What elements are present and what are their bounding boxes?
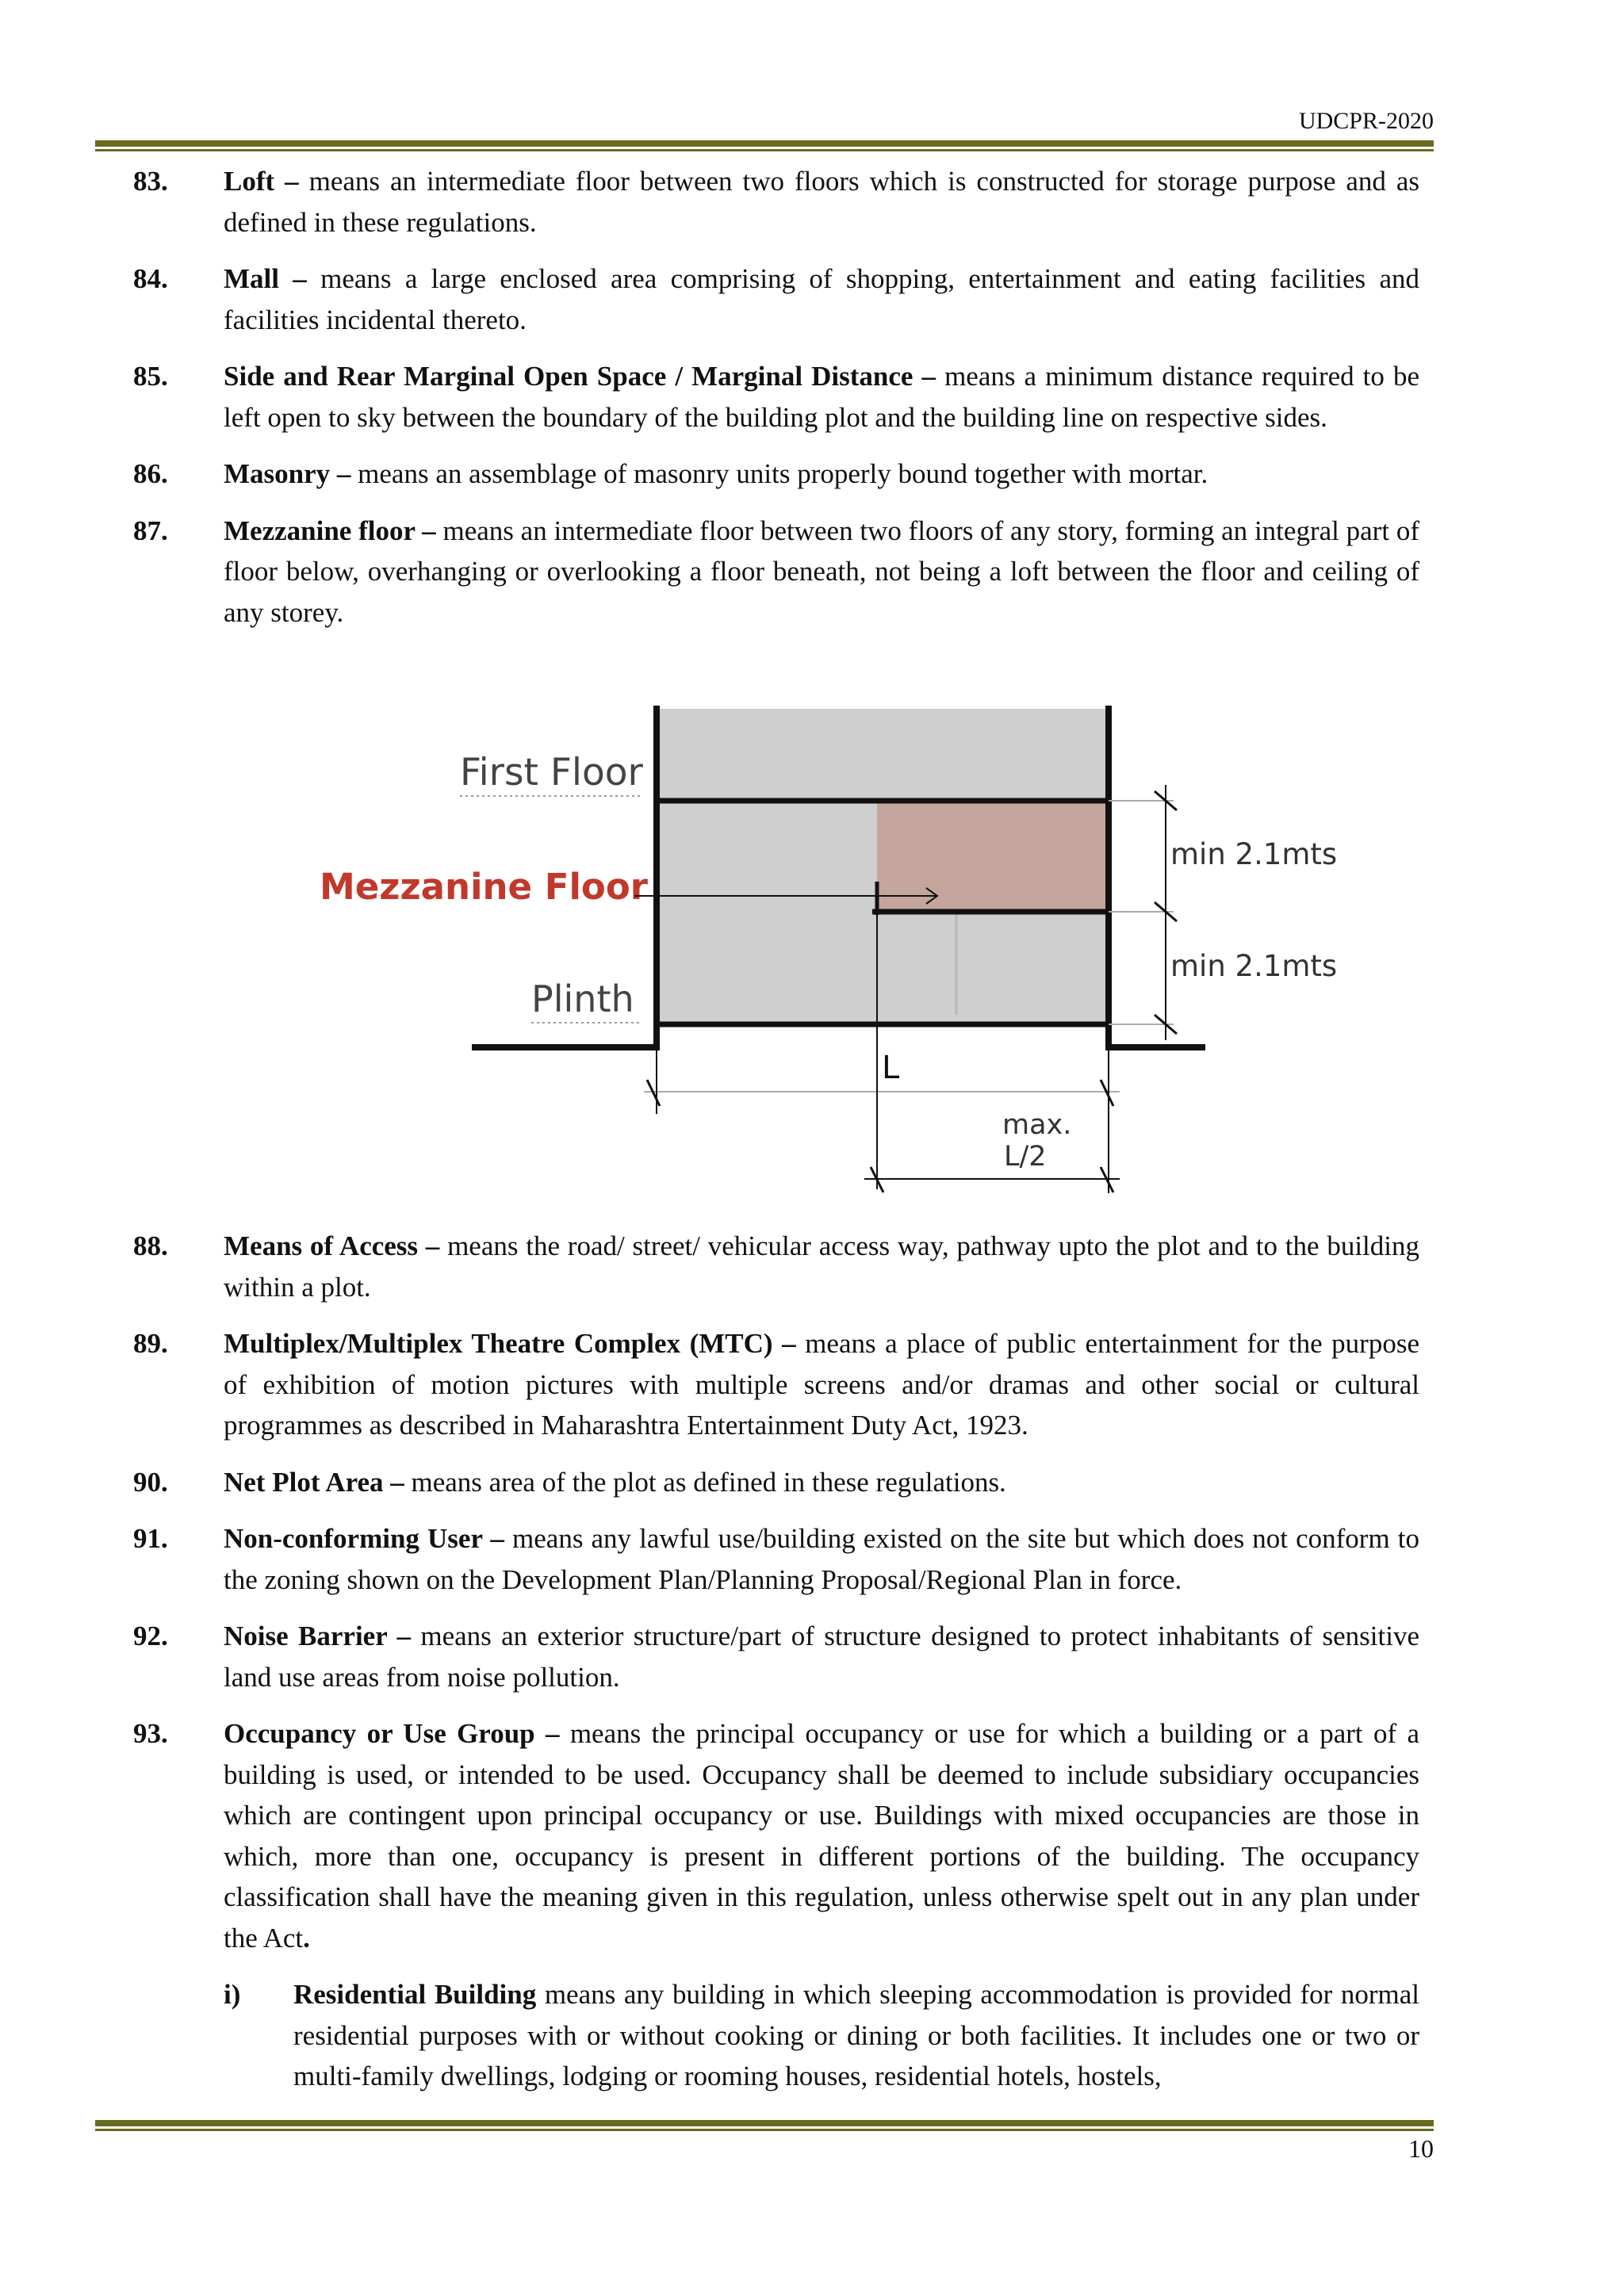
half-l-label: L/2 [1004, 1141, 1047, 1173]
sub-entry-body [293, 1974, 1419, 2097]
sub-definition-entry [224, 1974, 1419, 2097]
entry-text: means a minimum distance required to be left open to sky between the boundary of the building plot and the building line on respective sides. [224, 361, 1419, 433]
entry-number: 90. [133, 1466, 168, 1498]
footer-rule [95, 2120, 1434, 2131]
entry-term: Non-conforming User – [224, 1523, 504, 1554]
definition-entry [133, 356, 1419, 438]
l-tick-left [647, 1080, 660, 1106]
entry-body [224, 1518, 1419, 1600]
entry-body [224, 1462, 1419, 1503]
mezzanine-floor-label: Mezzanine Floor [320, 866, 648, 908]
sub-entry-term: Residential Building [293, 1979, 537, 2010]
first-floor-label: First Floor [460, 751, 643, 794]
entry-term: Multiplex/Multiplex Theatre Complex (MTC) – [224, 1328, 796, 1359]
definition-entry [133, 511, 1419, 633]
entry-text: means the principal occupancy or use for which a building or a part of a building is used, or intended to be used. Occupancy shall be deemed to include subsidiary occupancies which are contingent upon principal occupancy or use. Buildings with mixed occupancies are those in which, more than one, occupancy is present in different portions of the building. The occupancy classification shall have the meaning given in this regulation, unless otherwise spelt out in any plan under the Act [224, 1718, 1419, 1954]
entry-term: Occupancy or Use Group – [224, 1718, 560, 1749]
definition-entry [133, 1462, 1419, 1503]
sub-entry-number: i) [224, 1979, 241, 2010]
entry-text: means an exterior structure/part of structure designed to protect inhabitants of sensitive land use areas from noise pollution. [224, 1621, 1419, 1693]
entry-number: 86. [133, 458, 168, 489]
entry-number: 88. [133, 1230, 168, 1261]
entry-text: means an assemblage of masonry units properly bound together with mortar. [350, 458, 1208, 489]
entry-number: 84. [133, 263, 168, 294]
header-rule [95, 140, 1434, 151]
sub-entry-text: means any building in which sleeping accommodation is provided for normal residential purposes with or without cooking or dining or both facilities. It includes one or two or multi-family dwellings, lodging or rooming houses, residential hotels, hostels, [293, 1979, 1419, 2091]
entry-tail: . [303, 1922, 310, 1954]
entry-text: means the road/ street/ vehicular access way, pathway upto the plot and to the building within a plot. [224, 1230, 1419, 1303]
upper-height-label: min 2.1mts [1170, 837, 1338, 871]
definition-entry [133, 258, 1419, 340]
entry-body [224, 356, 1419, 438]
entry-text: means area of the plot as defined in these regulations. [404, 1466, 1006, 1498]
definitions-list-top [133, 161, 1419, 649]
entry-text: means an intermediate floor between two floors of any story, forming an integral part of floor below, overhanging or overlooking a floor beneath, not being a loft between the floor and ceiling of any storey. [224, 515, 1419, 628]
entry-body [224, 258, 1419, 340]
diagram-svg [317, 698, 1338, 1205]
definition-entry [133, 1518, 1419, 1600]
entry-number: 85. [133, 361, 168, 392]
entry-number: 89. [133, 1328, 168, 1359]
definition-entry [133, 161, 1419, 243]
definition-entry [133, 453, 1419, 495]
page-number: 10 [1408, 2134, 1434, 2163]
entry-term: Means of Access – [224, 1230, 440, 1261]
l-tick-right [1101, 1080, 1113, 1106]
entry-body [224, 161, 1419, 243]
entry-term: Side and Rear Marginal Open Space / Marginal Distance – [224, 361, 936, 392]
entry-number: 93. [133, 1718, 168, 1749]
entry-body [224, 1226, 1419, 1307]
max-label: max. [1002, 1109, 1072, 1141]
entry-body [224, 511, 1419, 633]
entry-term: Mezzanine floor – [224, 515, 436, 546]
entry-term: Noise Barrier – [224, 1621, 411, 1651]
mezzanine-floor-diagram [317, 698, 1338, 1205]
entry-number: 92. [133, 1621, 168, 1651]
entry-term: Masonry – [224, 458, 351, 489]
l-label: L [882, 1050, 900, 1086]
entry-text: means a large enclosed area comprising of shopping, entertainment and eating facilities and facilities incidental thereto. [224, 263, 1419, 335]
entry-body [224, 453, 1419, 495]
definition-entry [133, 1616, 1419, 1697]
entry-term: Net Plot Area – [224, 1466, 404, 1498]
entry-number: 87. [133, 515, 168, 546]
plinth-label: Plinth [531, 978, 634, 1020]
entry-number: 91. [133, 1523, 168, 1554]
definition-entry [133, 1323, 1419, 1446]
entry-body [224, 1616, 1419, 1697]
definitions-list-bottom [133, 1226, 1419, 2097]
entry-text: means an intermediate floor between two floors which is constructed for storage purpose and as defined in these regulations. [224, 166, 1420, 238]
entry-body [224, 1713, 1419, 1958]
definition-entry [133, 1226, 1419, 1307]
entry-term: Loft – [224, 166, 299, 197]
definition-entry [133, 1713, 1419, 1958]
entry-body [224, 1323, 1419, 1446]
document-code: UDCPR-2020 [1298, 108, 1434, 134]
lower-height-label: min 2.1mts [1170, 949, 1338, 983]
entry-number: 83. [133, 166, 168, 197]
entry-text: means any lawful use/building existed on the site but which does not conform to the zoning shown on the Development Plan/Planning Proposal/Regional Plan in force. [224, 1523, 1419, 1595]
entry-term: Mall – [224, 263, 307, 294]
entry-text: means a place of public entertainment for the purpose of exhibition of motion pictures with multiple screens and/or dramas and other social or cultural programmes as described in Maharashtra Entertainment Duty Act, 1923. [224, 1328, 1419, 1441]
